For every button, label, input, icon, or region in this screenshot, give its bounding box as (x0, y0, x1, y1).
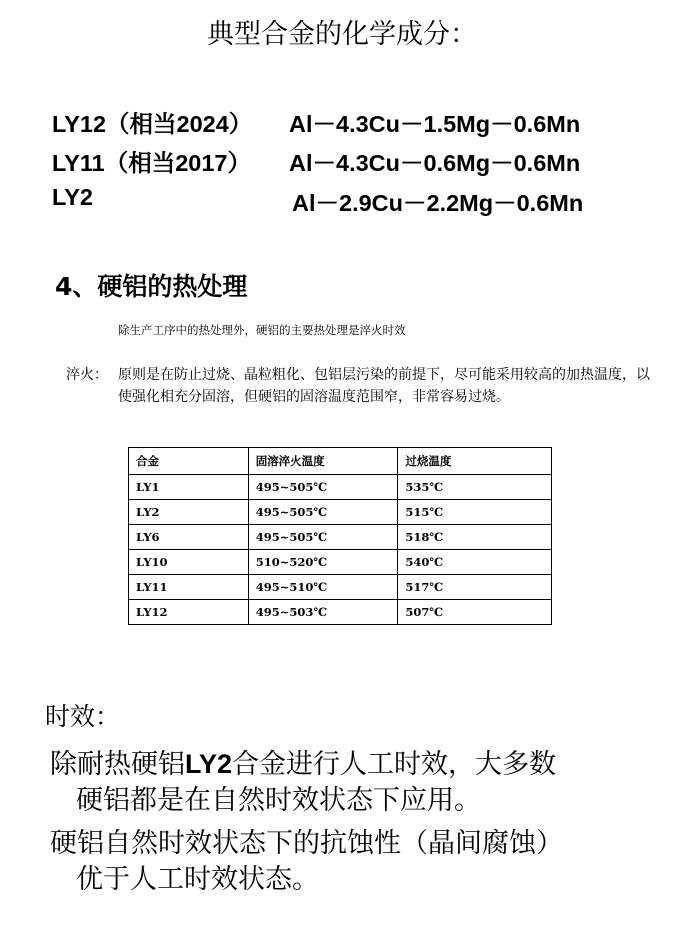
section-heading: 4、硬铝的热处理 (55, 272, 248, 301)
cell-overburn-temp: 540℃ (398, 550, 552, 575)
cell-alloy: LY2 (129, 500, 249, 525)
paragraph-line (50, 746, 660, 783)
cell-overburn-temp: 535℃ (398, 475, 552, 500)
alloy-formula: Al－4.3Cu－1.5Mg－0.6Mn (289, 111, 581, 137)
aging-heading: 时效： (45, 702, 121, 731)
section-note: 除生产工序中的热处理外，硬铝的主要热处理是淬火时效 (118, 323, 406, 337)
alloy-name: LY2 (52, 184, 93, 210)
alloy-name: LY12（相当2024） (52, 111, 253, 137)
quench-paragraph (66, 364, 656, 408)
alloy-composition-line (52, 184, 584, 216)
table-row (129, 600, 552, 625)
cell-alloy: LY11 (129, 575, 249, 600)
paragraph-text: 合金进行人工时效，大多数 (232, 749, 557, 780)
aging-paragraph (50, 826, 660, 898)
quench-label: 淬火： (66, 367, 108, 383)
alloy-composition-line (52, 144, 581, 178)
paragraph-line: 优于人工时效状态。 (76, 864, 319, 895)
cell-solution-temp: 495~510℃ (248, 575, 398, 600)
cell-solution-temp: 495~503℃ (248, 600, 398, 625)
cell-overburn-temp: 515℃ (398, 500, 552, 525)
cell-alloy: LY1 (129, 475, 249, 500)
aging-paragraph (50, 746, 660, 819)
table-row (129, 575, 552, 600)
cell-solution-temp: 495~505℃ (248, 525, 398, 550)
table-row (129, 550, 552, 575)
paragraph-line: 硬铝自然时效状态下的抗蚀性（晶间腐蚀） (50, 828, 563, 859)
cell-solution-temp: 495~505℃ (248, 500, 398, 525)
cell-alloy: LY6 (129, 525, 249, 550)
paragraph-text: 除耐热硬铝 (50, 749, 185, 780)
cell-overburn-temp: 518℃ (398, 525, 552, 550)
paragraph-line: 硬铝都是在自然时效状态下应用。 (76, 785, 481, 816)
page-title: 典型合金的化学成分： (207, 19, 477, 50)
cell-overburn-temp: 507℃ (398, 600, 552, 625)
alloy-formula: Al－2.9Cu－2.2Mg－0.6Mn (292, 190, 584, 216)
table-row (129, 525, 552, 550)
alloy-name: LY11（相当2017） (52, 150, 251, 176)
temperature-table (128, 447, 552, 625)
header-overburn-temp: 过烧温度 (398, 448, 552, 475)
table-row (129, 500, 552, 525)
quench-text: 原则是在防止过烧、晶粒粗化、包铝层污染的前提下，尽可能采用较高的加热温度，以使强化相充分固溶，但硬铝的固溶温度范围窄，非常容易过烧。 (118, 367, 650, 405)
cell-overburn-temp: 517℃ (398, 575, 552, 600)
cell-alloy: LY12 (129, 600, 249, 625)
table-row (129, 475, 552, 500)
alloy-code: LY2 (185, 749, 233, 779)
cell-solution-temp: 495~505℃ (248, 475, 398, 500)
cell-alloy: LY10 (129, 550, 249, 575)
alloy-composition-line (52, 105, 581, 139)
alloy-formula: Al－4.3Cu－0.6Mg－0.6Mn (289, 150, 581, 176)
header-alloy: 合金 (129, 448, 249, 475)
header-solution-temp: 固溶淬火温度 (248, 448, 398, 475)
cell-solution-temp: 510~520℃ (248, 550, 398, 575)
table-header-row (129, 448, 552, 475)
